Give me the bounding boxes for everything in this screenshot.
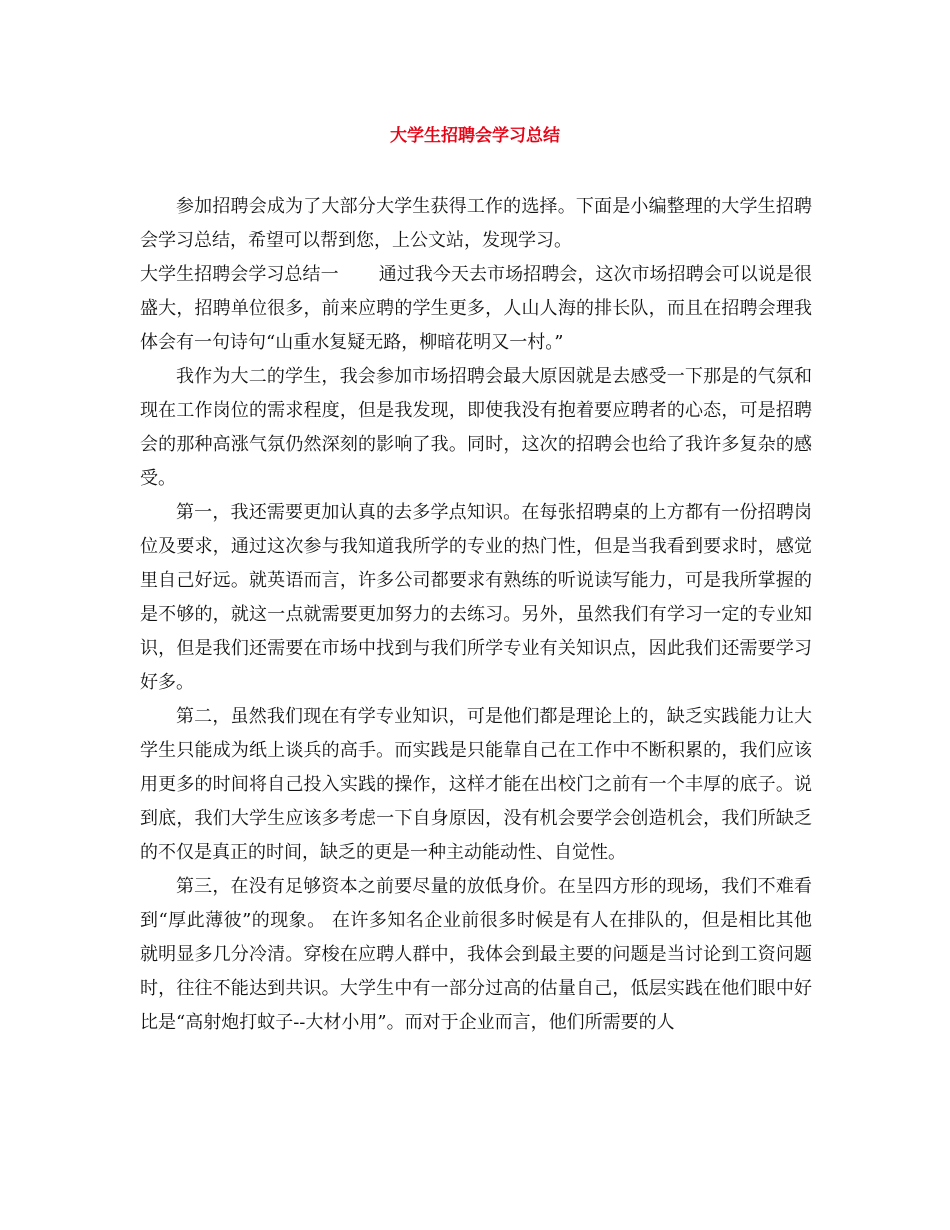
body-paragraph-2: 第一，我还需要更加认真的去多学点知识。在每张招聘桌的上方都有一份招聘岗位及要求，通过这次参与我知道我所学的专业的热门性，但是当我看到要求时，感觉里自己好远。就英语而言，许多公司都要求有熟练的听说读写能力，可是我所掌握的是不够的，就这一点就需要更加努力的去练习。另外，虽然我们有学习一定的专业知识，但是我们还需要在市场中找到与我们所学专业有关知识点，因此我们还需要学习好多。 [140, 502, 812, 693]
document-title: 大学生招聘会学习总结 [390, 126, 560, 146]
section-first-text: 通过我今天去市场招聘会，这次市场招聘会可以说是很盛大，招聘单位很多，前来应聘的学生更多，人山人海的排长队，而且在招聘会理我体会有一句诗句“山重水复疑无路，柳暗花明又一村。” [140, 264, 813, 353]
section-heading: 大学生招聘会学习总结一 [140, 264, 339, 285]
intro-paragraph: 参加招聘会成为了大部分大学生获得工作的选择。下面是小编整理的大学生招聘会学习总结，希望可以帮到您，上公文站，发现学习。 [140, 196, 812, 251]
body-paragraph-4: 第三，在没有足够资本之前要尽量的放低身价。在呈四方形的现场，我们不难看到“厚此薄彼”的现象。 在许多知名企业前很多时候是有人在排队的，但是相比其他就明显多几分冷清。穿梭在应聘人群中，我体会到最主要的问题是当讨论到工资问题时，往往不能达到共识。大学生中有一部分过高的估量自己，低层实践在他们眼中好比是“高射炮打蚊子--大材小用”。而对于企业而言，他们所需要的人 [140, 876, 812, 1033]
document-body [140, 190, 812, 1040]
section-paragraph [140, 258, 812, 360]
body-paragraph-1: 我作为大二的学生，我会参加市场招聘会最大原因就是去感受一下那是的气氛和现在工作岗位的需求程度，但是我发现，即使我没有抱着要应聘者的心态，可是招聘会的那种高涨气氛仍然深刻的影响了我。同时，这次的招聘会也给了我许多复杂的感受。 [140, 366, 812, 489]
body-paragraph-3: 第二，虽然我们现在有学专业知识，可是他们都是理论上的，缺乏实践能力让大学生只能成为纸上谈兵的高手。而实践是只能靠自己在工作中不断积累的，我们应该用更多的时间将自己投入实践的操作，这样才能在出校门之前有一个丰厚的底子。说到底，我们大学生应该多考虑一下自身原因，没有机会要学会创造机会，我们所缺乏的不仅是真正的时间，缺乏的更是一种主动能动性、自觉性。 [140, 706, 812, 863]
